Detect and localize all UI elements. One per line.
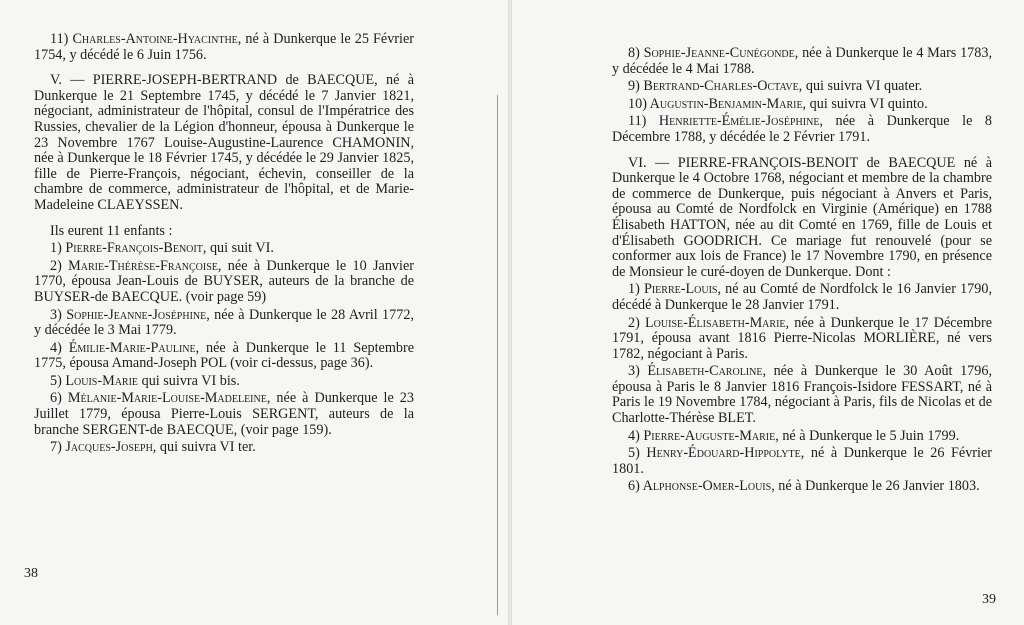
left-text-block [34,30,414,456]
generation-heading: V. — PIERRE-JOSEPH-BERTRAND [50,72,278,89]
entry-text: née à Dunkerque le 17 Décembre 1791, épousa avant 1816 Pierre-Nicolas MORLIÈRE, né vers 1782, négociant à Paris. [612,314,993,362]
entry-text: née à Dunkerque le 10 Janvier 1770, épousa Jean-Louis de BUYSER, auteurs de la branche de BUYSER-de BAECQUE. (voir page 59) [34,257,414,305]
child-6-melanie [34,391,414,438]
page-number-left: 38 [24,566,38,581]
entry-text: qui suivra VI ter. [156,439,256,456]
entry-text: née à Dunkerque le 28 Avril 1772, y décédée le 3 Mai 1779. [34,306,414,339]
vi-child-5-henry [612,446,992,477]
person-name: 6) Alphonse-Omer-Louis, [628,478,775,495]
person-name: 5) Henry-Édouard-Hippolyte, [628,445,805,462]
entry-text: née à Dunkerque le 11 Septembre 1775, épousa Amand-Joseph POL (voir ci-dessus, page 36). [34,339,414,372]
entry-text: qui suivra VI quinto. [806,95,928,112]
gen-vi-pierre-francois [612,156,992,281]
person-name: 8) Sophie-Jeanne-Cunégonde, [628,45,799,61]
person-name: 1) Pierre-François-Benoit, [50,240,207,257]
entry-text: né à Dunkerque le 26 Janvier 1803. [774,478,980,495]
person-name: 4) Émilie-Marie-Pauline, [50,339,200,356]
right-page [512,0,1024,625]
person-name: 10) Augustin-Benjamin-Marie, [628,95,807,112]
person-name: 9) Bertrand-Charles-Octave, [628,78,803,95]
children-count [34,224,414,240]
person-name: 6) Mélanie-Marie-Louise-Madeleine, [50,390,271,407]
left-page [0,0,508,625]
child-7-jacques [34,440,414,456]
child-9-bertrand [612,79,992,95]
child-4-emilie [34,341,414,372]
child-11-henriette [612,114,992,145]
child-8-sophie [612,46,992,77]
person-name: 2) Marie-Thérèse-Françoise, [50,257,222,274]
child-5-louis-marie [34,374,414,390]
gen-v-pierre-joseph [34,73,414,213]
person-name: 7) Jacques-Joseph, [50,439,157,456]
child-1-pierre-francois [34,241,414,257]
person-name: 5) Louis-Marie [50,372,139,389]
person-name: 3) Élisabeth-Caroline, [628,363,767,380]
entry-text: qui suivra VI bis. [138,372,240,389]
entry-text: née à Dunkerque le 30 Août 1796, épousa à Paris le 8 Janvier 1816 François-Isidore FESSART, né à Paris le 19 Novembre 1784, négociant à Paris, fils de Nicolas et de Charlotte-Thérèse BLET. [612,363,992,427]
vi-child-1-pierre-louis [612,282,992,313]
entry-text: de BAECQUE, né à Dunkerque le 21 Septembre 1745, y décédé le 7 Janvier 1821, négociant, administrateur de l'hôpital, consul de l'Impératrice des Russies, chevalier de la Légion d'honneur, épousa à Dunkerque le 23 Novembre 1767 Louise-Augustine-Laurence CHAMONIN, née à Dunkerque le 18 Février 1745, y décédée le 29 Janvier 1825, fille de Pierre-François, négociant, échevin, conseiller de la chambre de commerce, administrateur de l'hôpital, et de Marie-Madeleine CLAEYSSEN. [34,72,414,213]
entry-text: né au Comté de Nordfolck le 16 Janvier 1790, décédé à Dunkerque le 28 Janvier 1791. [612,281,992,313]
gutter-line [497,95,498,615]
vi-child-4-pierre-auguste [612,429,992,445]
vi-child-2-louise [612,316,992,363]
vi-child-3-elisabeth [612,364,992,426]
person-name: 4) Pierre-Auguste-Marie, [628,427,779,444]
vi-child-6-alphonse [612,479,992,495]
entry-text: née à Dunkerque le 23 Juillet 1779, épousa Pierre-Louis SERGENT, auteurs de la branche SERGENT-de BAECQUE, (voir page 159). [34,390,414,438]
person-name: 11) Charles-Antoine-Hyacinthe, [50,31,242,47]
child-10-augustin [612,97,992,113]
entry-text: née à Dunkerque le 8 Décembre 1788, y décédée le 2 Février 1791. [612,113,992,145]
entry-text: né à Dunkerque le 26 Février 1801. [612,445,992,477]
entry-text: de BAECQUE né à Dunkerque le 4 Octobre 1768, négociant et membre de la chambre de commerce de Dunkerque, puis négociant à Anvers et Paris, épousa au Comté de Nordfolck en Virginie (Amérique) en 1788 Élisabeth HATTON, née au dit Comté en 1769, fille de Louis et d'Élisabeth GOODRICH. Ce mariage fut renouvelé (pour se conformer aux lois de France) le 17 Novembre 1790, en présence de Monsieur le curé-doyen de Dunkerque. Dont : [612,154,993,280]
person-name: 2) Louise-Élisabeth-Marie, [628,314,790,331]
person-name: 3) Sophie-Jeanne-Joséphine, [50,306,210,323]
child-3-sophie [34,308,414,339]
entry-text: qui suivra VI quater. [802,78,923,95]
person-name: 11) Henriette-Émélie-Joséphine, [628,113,823,130]
child-2-marie-therese [34,259,414,306]
entry-text: né à Dunkerque le 25 Février 1754, y décédé le 6 Juin 1756. [34,31,414,63]
entry-text: né à Dunkerque le 5 Juin 1799. [778,427,960,444]
right-text-block [612,44,992,495]
page-number-right: 39 [982,592,996,607]
child-11-charles [34,32,414,63]
spacer [34,214,414,222]
entry-text: Ils eurent 11 enfants : [50,222,173,239]
entry-text: qui suit VI. [206,240,274,257]
person-name: 1) Pierre-Louis, [628,281,722,298]
entry-text: née à Dunkerque le 4 Mars 1783, y décédée le 4 Mai 1788. [612,45,992,77]
generation-heading: VI. — PIERRE-FRANÇOIS-BENOIT [628,154,858,171]
